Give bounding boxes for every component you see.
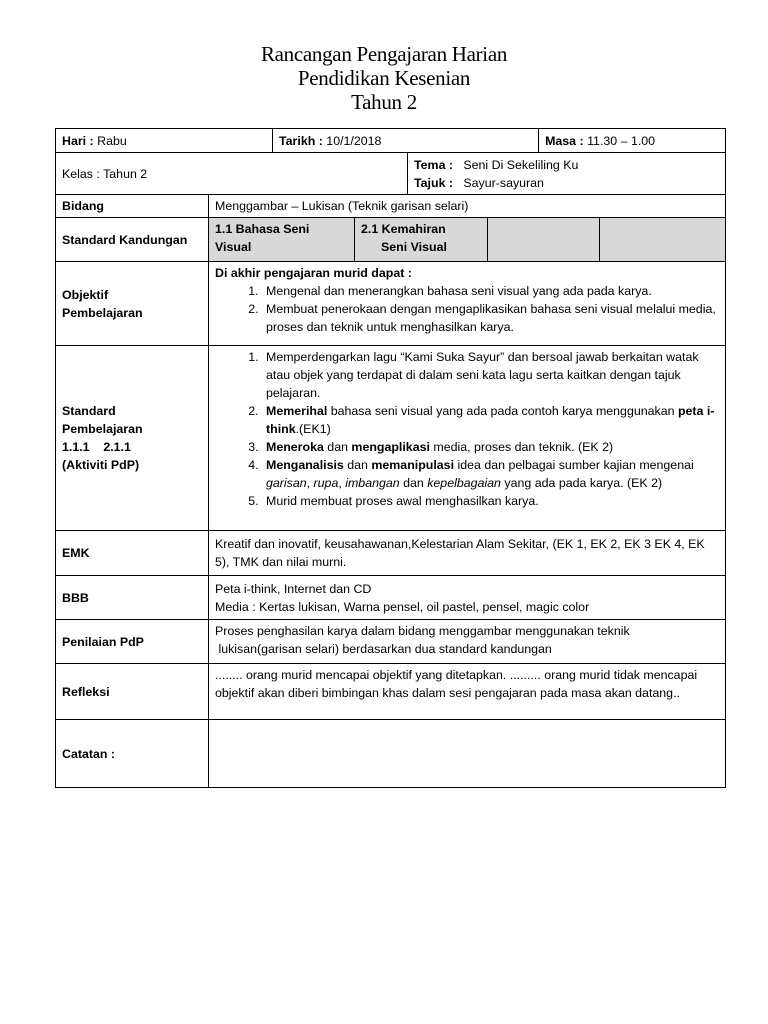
- catatan-label: Catatan :: [56, 720, 209, 788]
- bbb-label: BBB: [56, 576, 209, 620]
- row-standard-pembelajaran: [56, 346, 726, 531]
- bidang-label: Bidang: [56, 195, 209, 218]
- aktiviti-item-4: 4. Menganalisis dan memanipulasi idea dan pelbagai sumber kajian mengenai garisan, rupa, imbangan dan kepelbagaian yang ada pada karya. (EK 2): [262, 456, 719, 492]
- row-hari-tarikh-masa: [56, 129, 726, 153]
- standard-kandungan-empty-1: [488, 218, 600, 262]
- masa-value: 11.30 – 1.00: [583, 133, 656, 148]
- row-emk: [56, 531, 726, 576]
- standard-kandungan-1: 1.1 Bahasa Seni Visual: [209, 218, 355, 262]
- row-penilaian: [56, 620, 726, 664]
- objektif-intro: Di akhir pengajaran murid dapat :: [215, 266, 412, 280]
- refleksi-label: Refleksi: [56, 664, 209, 720]
- standard-pembelajaran-label: [56, 346, 209, 531]
- tema-value: Seni Di Sekeliling Ku: [463, 157, 579, 172]
- penilaian-line1: Proses penghasilan karya dalam bidang menggambar menggunakan teknik: [215, 624, 630, 638]
- row-bbb: [56, 576, 726, 620]
- tema-label: Tema: [414, 157, 446, 172]
- masa-label: Masa :: [545, 133, 584, 148]
- emk-value: Kreatif dan inovatif, keusahawanan,Kelestarian Alam Sekitar, (EK 1, EK 2, EK 3 EK 4, EK 5), TMK dan nilai murni.: [209, 531, 726, 576]
- bbb-value: [209, 576, 726, 620]
- objektif-content: [209, 262, 726, 346]
- objektif-list: [215, 282, 719, 336]
- aktiviti-list: [215, 348, 719, 510]
- aktiviti-item-5: 5. Murid membuat proses awal menghasilkan karya.: [262, 492, 719, 510]
- document-title: [0, 42, 768, 114]
- standard-kandungan-empty-2: [600, 218, 726, 262]
- tajuk-line: Tajuk : Sayur-sayuran: [414, 175, 544, 190]
- tarikh-label: Tarikh :: [279, 133, 323, 148]
- aktiviti-item-3: 3. Meneroka dan mengaplikasi media, proses dan teknik. (EK 2): [262, 438, 719, 456]
- sp-label-line2: Pembelajaran: [62, 422, 143, 436]
- standard-kandungan-label: Standard Kandungan: [56, 218, 209, 262]
- refleksi-value: ........ orang murid mencapai objektif yang ditetapkan. ......... orang murid tidak mencapai objektif akan diberi bimbingan khas dalam sesi pengajaran pada masa akan datang..: [209, 664, 726, 720]
- sp-label-line4: (Aktiviti PdP): [62, 458, 140, 472]
- hari-value: Rabu: [93, 133, 127, 148]
- title-line-1: Rancangan Pengajaran Harian: [260, 42, 508, 66]
- tajuk-value: Sayur-sayuran: [463, 175, 544, 190]
- tema-line: Tema : Seni Di Sekeliling Ku: [414, 157, 579, 172]
- title-line-3: Tahun 2: [351, 90, 417, 114]
- cell-tema-tajuk: [408, 153, 726, 195]
- sk2-line2: Seni Visual: [381, 240, 447, 254]
- lesson-plan-table: [55, 128, 726, 788]
- standard-kandungan-2: [355, 218, 488, 262]
- objektif-label-line2: Pembelajaran: [62, 305, 143, 320]
- aktiviti-item-1: 1. Memperdengarkan lagu “Kami Suka Sayur” dan bersoal jawab berkaitan watak atau objek yang terdapat di dalam seni kata lagu serta kaitkan dengan tajuk pelajaran.: [262, 348, 719, 402]
- row-catatan: [56, 720, 726, 788]
- objektif-item-1: 1. Mengenal dan menerangkan bahasa seni visual yang ada pada karya.: [262, 282, 719, 300]
- title-line-2: Pendidikan Kesenian: [297, 66, 471, 90]
- tarikh-value: 10/1/2018: [322, 133, 382, 148]
- sp-label-line3: 1.1.1 2.1.1: [62, 440, 131, 454]
- bbb-line1: Peta i-think, Internet dan CD: [215, 581, 372, 596]
- sk2-line1: 2.1 Kemahiran: [361, 222, 446, 236]
- row-bidang: [56, 195, 726, 218]
- bbb-line2: Media : Kertas lukisan, Warna pensel, oil pastel, pensel, magic color: [215, 599, 590, 614]
- row-standard-kandungan: [56, 218, 726, 262]
- cell-hari: [56, 129, 273, 153]
- standard-pembelajaran-content: [209, 346, 726, 531]
- cell-kelas: Kelas : Tahun 2: [56, 153, 408, 195]
- row-refleksi: [56, 664, 726, 720]
- objektif-label: [56, 262, 209, 346]
- penilaian-line2: lukisan(garisan selari) berdasarkan dua standard kandungan: [215, 642, 552, 656]
- aktiviti-item-2: 2. Memerihal bahasa seni visual yang ada pada contoh karya menggunakan peta i-think.(EK1): [262, 402, 719, 438]
- tajuk-label: Tajuk: [414, 175, 446, 190]
- cell-tarikh: [273, 129, 539, 153]
- penilaian-label: Penilaian PdP: [56, 620, 209, 664]
- cell-masa: [539, 129, 726, 153]
- row-kelas-tema: [56, 153, 726, 195]
- objektif-item-2: 2. Membuat penerokaan dengan mengaplikasikan bahasa seni visual melalui media, proses dan teknik untuk menghasilkan karya.: [262, 300, 719, 336]
- hari-label: Hari :: [62, 133, 94, 148]
- sp-label-line1: Standard: [62, 404, 116, 418]
- bidang-value: Menggambar – Lukisan (Teknik garisan selari): [209, 195, 726, 218]
- penilaian-value: [209, 620, 726, 664]
- emk-label: EMK: [56, 531, 209, 576]
- catatan-value: [209, 720, 726, 788]
- objektif-label-line1: Objektif: [62, 287, 109, 302]
- row-objektif: [56, 262, 726, 346]
